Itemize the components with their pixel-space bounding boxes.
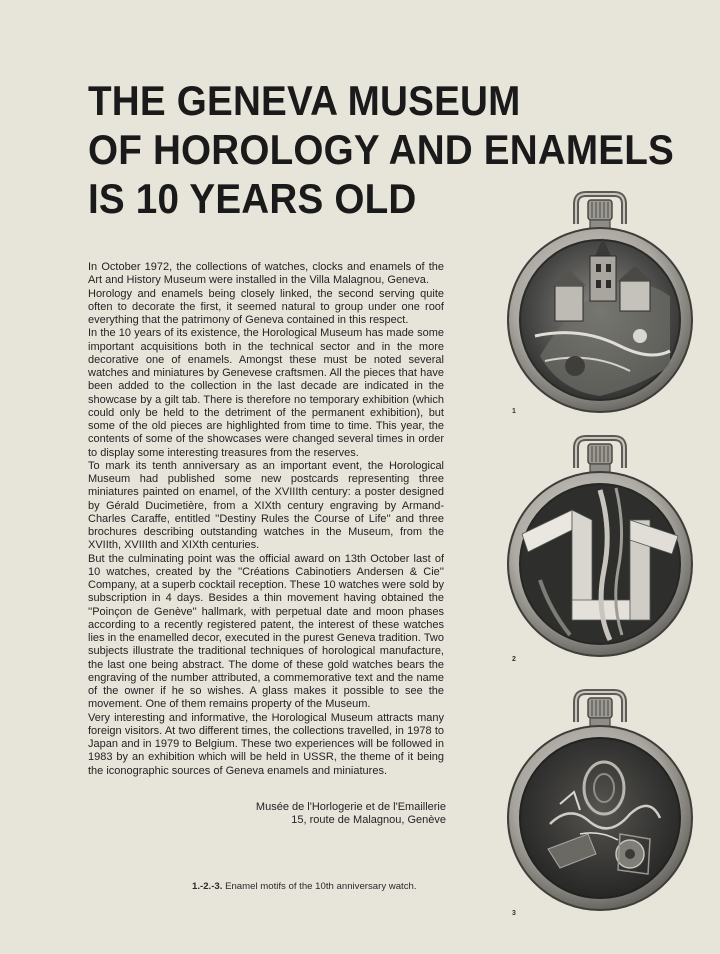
pocket-watch-icon-3 (500, 684, 700, 924)
caption-text: Enamel motifs of the 10th anniversary watch. (222, 881, 417, 892)
museum-signature (160, 801, 446, 828)
figure-caption (192, 881, 417, 892)
paragraph-1: In October 1972, the collections of watches, clocks and enamels of the Art and History Museum were installed in the Villa Malagnou, Geneva. (88, 261, 444, 287)
figure-number-1: 1 (512, 408, 516, 415)
title-line-1: THE GENEVA MUSEUM (88, 77, 521, 124)
title-line-3: IS 10 YEARS OLD (88, 175, 417, 222)
caption-label: 1.-2.-3. (192, 881, 223, 892)
paragraph-3: In the 10 years of its existence, the Horological Museum has made some important acquisitions both in the technical sector and in the more decorative one of enamels. Amongst these must be noted several watches and miniatures by Genevese craftsmen. All the pieces that have been added to the collection in the last decade are indicated in the showcase by a gilt tab. There is therefore no temporary exhibition (which could only be held to the detriment of the permanent exhibition), but some of the old pieces are highlighted from time to time. This year, the contents of some of the showcases were changed several times in order to display some interesting treasures from the reserves. (88, 327, 444, 459)
figure-number-2: 2 (512, 656, 516, 663)
title-line-2: OF HOROLOGY AND ENAMELS (88, 126, 675, 173)
paragraph-2: Horology and enamels being closely linked, the second serving quite often to decorate the first, it seemed natural to group under one roof everything that the patrimony of Geneva contained in this respect. (88, 287, 444, 326)
signature-line-1: Musée de l'Horlogerie et de l'Emaillerie (255, 801, 446, 813)
watch-image-2 (500, 430, 700, 670)
paragraph-4: To mark its tenth anniversary as an important event, the Horological Museum had published some new postcards representing three miniatures painted on enamel, of the XVIIIth century: a poster designed by Gérald Ducimetière, from a XIXth century engraving by Armand-Charles Caraffe, entitled ''Destiny Rules the Course of Life'' and three brochures describing outstanding watches in the Museum, from the XVIIth, XVIIIth and XIXth centuries. (88, 459, 444, 552)
watch-image-3 (500, 684, 700, 924)
paragraph-5: But the culminating point was the official award on 13th October last of 10 watches, created by the ''Créations Cabinotiers Andersen & Cie'' Company, at a superb cocktail reception. These 10 watches were sold by subscription in 4 days. Besides a thin movement having obtained the ''Poinçon de Genève'' hallmark, with perpetual date and moon phases according to a recently registered patent, the interest of these watches lies in the enamelled decor, executed in the purest Geneva tradition. Two subjects illustrate the traditional techniques of horological manufacture, the last one being abstract. The dome of these gold watches bears the engraving of the number attributed, a commemorative text and the name of the owner if he so wishes. A glass makes it possible to see the movement. One of them remains property of the Museum. (88, 552, 444, 711)
figure-number-3: 3 (512, 910, 516, 917)
pocket-watch-icon-2 (500, 430, 700, 670)
signature-line-2: 15, route de Malagnou, Genève (291, 814, 446, 827)
article-body (88, 261, 444, 778)
paragraph-6: Very interesting and informative, the Horological Museum attracts many foreign visitors. At two different times, the collections travelled, in 1978 to Japan and in 1979 to Belgium. These two experiences will be followed in 1983 by an exhibition which will be held in USSR, the theme of it being the iconographic sources of Geneva enamels and miniatures. (88, 711, 444, 777)
pocket-watch-icon-1 (500, 186, 700, 426)
watch-image-1 (500, 186, 700, 426)
